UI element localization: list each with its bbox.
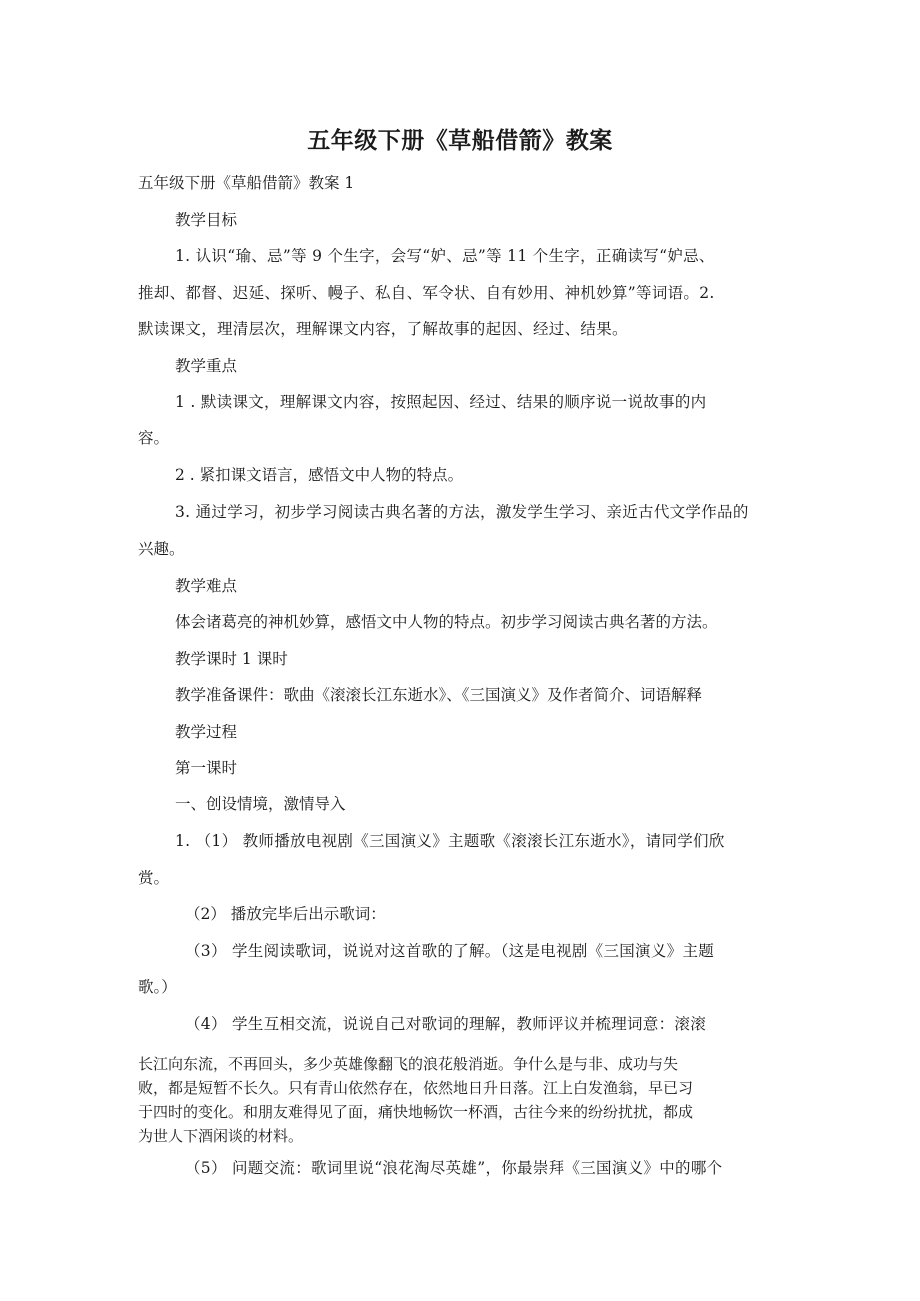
- section-heading: 一、创设情境，激情导入: [175, 795, 346, 813]
- heading-process: 教学过程: [175, 723, 238, 741]
- paragraph-line: 1. （1） 教师播放电视剧《三国演义》主题歌《滚滚长江东逝水》，请同学们欣: [175, 832, 725, 850]
- paragraph-line: 1. 认识“瑜、忌”等 9 个生字，会写“妒、忌”等 11 个生字，正确读写“妒忌、: [175, 247, 715, 265]
- lesson-hours: 教学课时 1 课时: [175, 650, 288, 668]
- paragraph-line: 兴趣。: [138, 540, 185, 558]
- paragraph-line: （3） 学生阅读歌词，说说对这首歌的了解。（这是电视剧《三国演义》主题: [185, 942, 715, 960]
- paragraph-line: 3. 通过学习，初步学习阅读古典名著的方法，激发学生学习、亲近古代文学作品的: [175, 503, 749, 521]
- paragraph-line: （5） 问题交流：歌词里说“浪花淘尽英雄”，你最崇拜《三国演义》中的哪个: [185, 1159, 723, 1177]
- paragraph-line: 默读课文，理清层次，理解课文内容，了解故事的起因、经过、结果。: [138, 320, 628, 338]
- heading-first-lesson: 第一课时: [175, 759, 238, 777]
- heading-difficulties: 教学难点: [175, 577, 238, 595]
- paragraph-line: 为世人下酒闲谈的材料。: [138, 1127, 304, 1145]
- paragraph-line: 2 . 紧扣课文语言，感悟文中人物的特点。: [175, 466, 464, 484]
- subtitle: 五年级下册《草船借箭》教案 1: [138, 174, 355, 192]
- paragraph-line: 败，都是短暂不长久。只有青山依然存在，依然地日升日落。江上白发渔翁，早已习: [138, 1079, 694, 1097]
- paragraph-line: 歌。）: [138, 978, 177, 996]
- paragraph-line: 长江向东流，不再回头，多少英雄像翻飞的浪花般消逝。争什么是与非、成功与失: [138, 1055, 679, 1073]
- heading-objectives: 教学目标: [175, 211, 238, 229]
- lesson-preparation: 教学准备课件：歌曲《滚滚长江东逝水》、《三国演义》及作者简介、词语解释: [175, 686, 703, 704]
- paragraph-line: 容。: [138, 429, 170, 447]
- paragraph-line: （2） 播放完毕后出示歌词：: [185, 905, 386, 923]
- paragraph-line: 体会诸葛亮的神机妙算，感悟文中人物的特点。初步学习阅读古典名著的方法。: [175, 613, 718, 631]
- paragraph-line: 1 . 默读课文，理解课文内容，按照起因、经过、结果的顺序说一说故事的内: [175, 393, 707, 411]
- paragraph-line: 于四时的变化。和朋友难得见了面，痛快地畅饮一杯酒，古往今来的纷纷扰扰，都成: [138, 1103, 694, 1121]
- heading-key-points: 教学重点: [175, 357, 238, 375]
- paragraph-line: 赏。: [138, 869, 170, 887]
- paragraph-line: 推却、都督、迟延、探听、幔子、私自、军令状、自有妙用、神机妙算”等词语。2.: [138, 284, 715, 302]
- paragraph-line: （4） 学生互相交流，说说自己对歌词的理解，教师评议并梳理词意：滚滚: [185, 1015, 706, 1033]
- document-title: 五年级下册《草船借箭》教案: [307, 128, 613, 154]
